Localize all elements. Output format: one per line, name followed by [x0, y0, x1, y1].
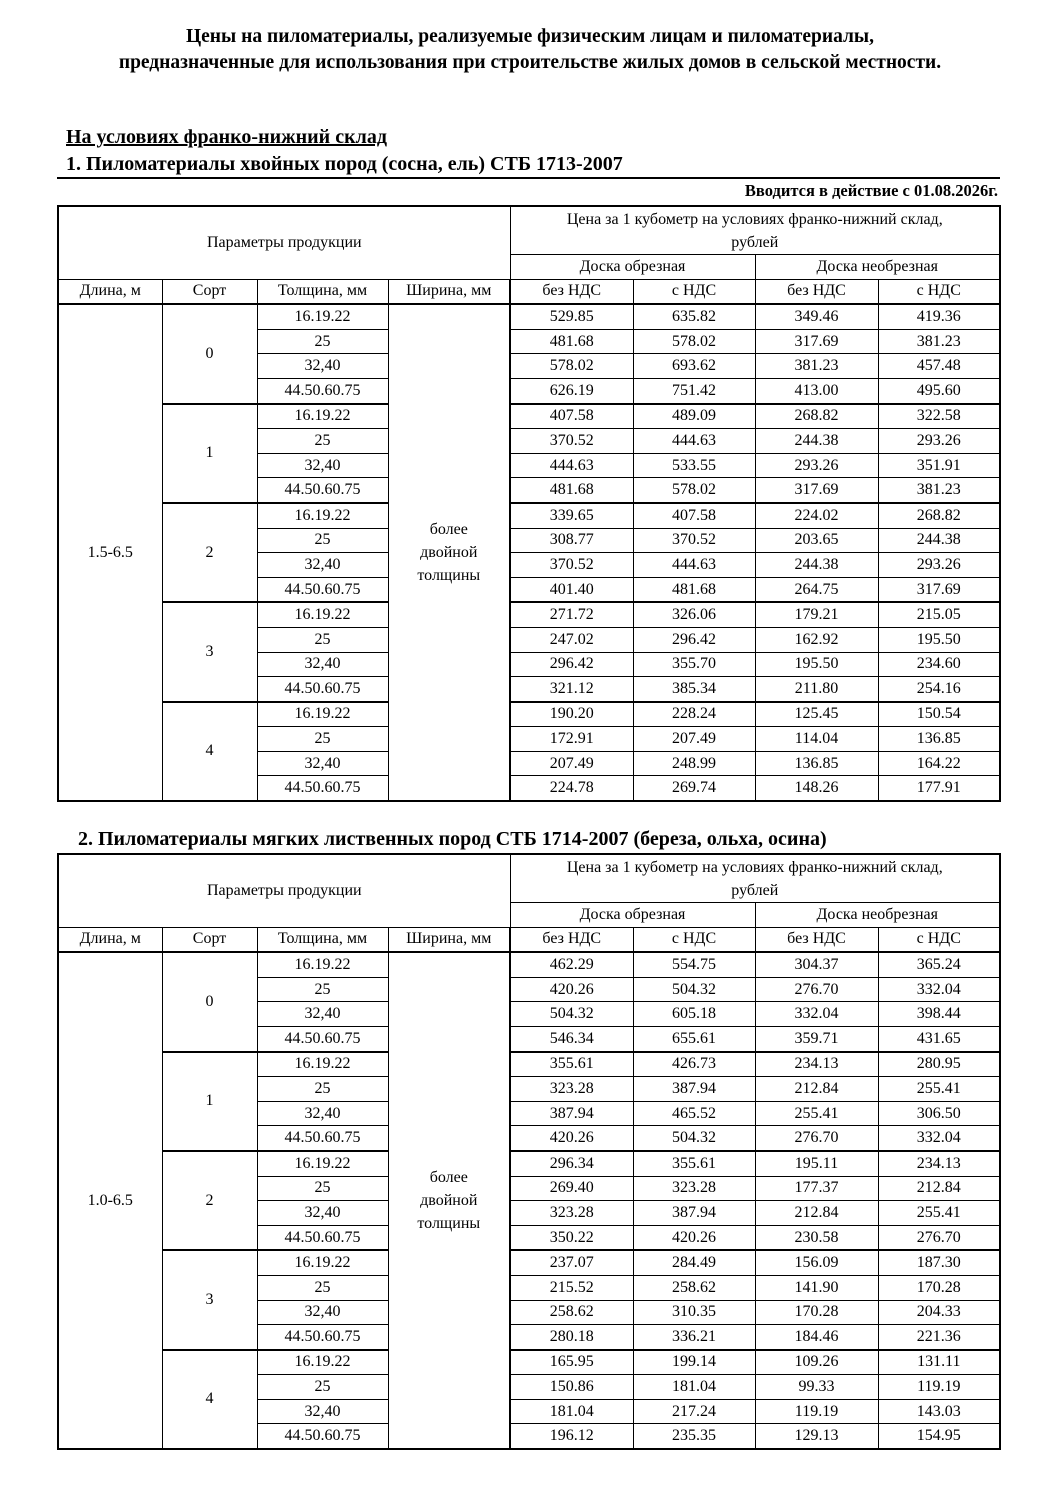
unedged-vat-cell: 457.48: [878, 354, 1000, 379]
unedged-vat-cell: 177.91: [878, 776, 1000, 801]
edged-vat-cell: 336.21: [633, 1325, 755, 1350]
unedged-vat-cell: 154.95: [878, 1424, 1000, 1449]
unedged-vat-cell: 268.82: [878, 503, 1000, 528]
edged-vat-cell: 385.34: [633, 677, 755, 702]
unedged-no-vat-cell: 162.92: [755, 627, 878, 652]
grade-cell: 0: [162, 304, 257, 403]
edged-vat-cell: 655.61: [633, 1026, 755, 1051]
edged-no-vat-cell: 215.52: [510, 1275, 633, 1300]
edged-no-vat-cell: 258.62: [510, 1300, 633, 1325]
unedged-vat-cell: 254.16: [878, 677, 1000, 702]
width-line-3: толщины: [417, 567, 481, 585]
edged-vat-cell: 387.94: [633, 1077, 755, 1102]
edged-no-vat-cell: 504.32: [510, 1002, 633, 1027]
conditions-heading: На условиях франко-нижний склад: [66, 126, 387, 148]
header-row: [58, 279, 1000, 304]
edged-vat-cell: 578.02: [633, 478, 755, 503]
unedged-vat-cell: 234.60: [878, 652, 1000, 677]
unedged-vat-cell: 215.05: [878, 602, 1000, 627]
edged-vat-cell: 504.32: [633, 1126, 755, 1151]
edged-no-vat-cell: 401.40: [510, 577, 633, 602]
width-header: Ширина, мм: [388, 279, 510, 304]
edged-vat-cell: 217.24: [633, 1399, 755, 1424]
unedged-no-vat-cell: 276.70: [755, 1126, 878, 1151]
unedged-no-vat-cell: 119.19: [755, 1399, 878, 1424]
edged-no-vat-cell: 529.85: [510, 304, 633, 329]
thickness-cell: 32,40: [257, 1002, 388, 1027]
edged-no-vat-cell: 207.49: [510, 751, 633, 776]
edged-vat-cell: 207.49: [633, 727, 755, 752]
thickness-cell: 32,40: [257, 1399, 388, 1424]
edged-vat-cell: 605.18: [633, 1002, 755, 1027]
unedged-no-vat-cell: 136.85: [755, 751, 878, 776]
thickness-cell: 25: [257, 1375, 388, 1400]
edged-no-vat-cell: 420.26: [510, 977, 633, 1002]
edged-no-vat-cell: 355.61: [510, 1052, 633, 1077]
width-line-1: более: [429, 521, 468, 539]
edged-no-vat-cell: 387.94: [510, 1101, 633, 1126]
price-table-softwood: [57, 205, 1001, 802]
edged-vat-header: с НДС: [633, 927, 755, 952]
edged-vat-cell: 248.99: [633, 751, 755, 776]
unedged-vat-cell: 381.23: [878, 329, 1000, 354]
unedged-no-vat-cell: 156.09: [755, 1250, 878, 1275]
edged-no-vat-cell: 370.52: [510, 553, 633, 578]
unedged-vat-cell: 332.04: [878, 1126, 1000, 1151]
page-title: [40, 24, 1020, 76]
unedged-no-vat-cell: 141.90: [755, 1275, 878, 1300]
edged-vat-cell: 504.32: [633, 977, 755, 1002]
title-line-1: Цены на пиломатериалы, реализуемые физическим лицам и пиломатериалы,: [185, 26, 875, 47]
edged-no-vat-cell: 296.34: [510, 1151, 633, 1176]
edged-no-vat-cell: 370.52: [510, 429, 633, 454]
edged-no-vat-cell: 339.65: [510, 503, 633, 528]
thickness-cell: 32,40: [257, 652, 388, 677]
unedged-vat-cell: 351.91: [878, 453, 1000, 478]
unedged-vat-cell: 255.41: [878, 1077, 1000, 1102]
price-header-line-2: рублей: [731, 233, 779, 251]
grade-cell: 1: [162, 404, 257, 503]
unedged-no-vat-cell: 195.50: [755, 652, 878, 677]
table-row: [58, 404, 1000, 429]
edged-vat-cell: 751.42: [633, 378, 755, 403]
unedged-vat-cell: 419.36: [878, 304, 1000, 329]
width-line-1: более: [429, 1169, 468, 1187]
header-row: [58, 206, 1000, 255]
width-cell: [388, 952, 510, 1449]
unedged-no-vat-cell: 381.23: [755, 354, 878, 379]
grade-cell: 2: [162, 503, 257, 602]
edged-no-vat-cell: 481.68: [510, 478, 633, 503]
unedged-no-vat-cell: 264.75: [755, 577, 878, 602]
unedged-no-vat-cell: 211.80: [755, 677, 878, 702]
edged-no-vat-header: без НДС: [510, 279, 633, 304]
length-header: Длина, м: [58, 279, 162, 304]
thickness-cell: 32,40: [257, 751, 388, 776]
unedged-no-vat-cell: 413.00: [755, 378, 878, 403]
unedged-no-vat-header: без НДС: [755, 279, 878, 304]
section-1-title: 1. Пиломатериалы хвойных пород (сосна, ель) СТБ 1713-2007: [66, 153, 623, 175]
unedged-vat-cell: 293.26: [878, 553, 1000, 578]
edged-no-vat-cell: 237.07: [510, 1250, 633, 1275]
length-header: Длина, м: [58, 927, 162, 952]
unedged-no-vat-cell: 317.69: [755, 329, 878, 354]
thickness-cell: 44.50.60.75: [257, 1026, 388, 1051]
edged-no-vat-cell: 323.28: [510, 1077, 633, 1102]
thickness-cell: 25: [257, 429, 388, 454]
edged-no-vat-cell: 407.58: [510, 404, 633, 429]
edged-header: Доска обрезная: [510, 255, 755, 280]
thickness-cell: 25: [257, 528, 388, 553]
edged-no-vat-header: без НДС: [510, 927, 633, 952]
unedged-vat-cell: 431.65: [878, 1026, 1000, 1051]
edged-no-vat-cell: 578.02: [510, 354, 633, 379]
edged-no-vat-cell: 190.20: [510, 702, 633, 727]
price-header: [510, 206, 1000, 255]
unedged-vat-cell: 365.24: [878, 952, 1000, 977]
unedged-header: Доска необрезная: [755, 903, 1000, 928]
thickness-cell: 32,40: [257, 553, 388, 578]
unedged-vat-cell: 221.36: [878, 1325, 1000, 1350]
table-row: [58, 1052, 1000, 1077]
unedged-no-vat-cell: 195.11: [755, 1151, 878, 1176]
table-row: [58, 503, 1000, 528]
unedged-vat-header: с НДС: [878, 279, 1000, 304]
thickness-cell: 44.50.60.75: [257, 1424, 388, 1449]
unedged-no-vat-cell: 276.70: [755, 977, 878, 1002]
unedged-vat-cell: 306.50: [878, 1101, 1000, 1126]
thickness-cell: 16.19.22: [257, 602, 388, 627]
edged-vat-cell: 444.63: [633, 429, 755, 454]
length-cell: 1.5-6.5: [58, 304, 162, 801]
unedged-vat-cell: 204.33: [878, 1300, 1000, 1325]
edged-vat-cell: 181.04: [633, 1375, 755, 1400]
unedged-vat-header: с НДС: [878, 927, 1000, 952]
unedged-vat-cell: 187.30: [878, 1250, 1000, 1275]
edged-no-vat-cell: 462.29: [510, 952, 633, 977]
thickness-cell: 32,40: [257, 1300, 388, 1325]
unedged-no-vat-cell: 212.84: [755, 1201, 878, 1226]
edged-vat-cell: 235.35: [633, 1424, 755, 1449]
thickness-cell: 16.19.22: [257, 1052, 388, 1077]
edged-no-vat-cell: 280.18: [510, 1325, 633, 1350]
edged-no-vat-cell: 172.91: [510, 727, 633, 752]
price-header-line-2: рублей: [731, 881, 779, 899]
thickness-cell: 44.50.60.75: [257, 378, 388, 403]
edged-vat-cell: 426.73: [633, 1052, 755, 1077]
unedged-vat-cell: 234.13: [878, 1151, 1000, 1176]
thickness-cell: 25: [257, 627, 388, 652]
price-header-line-1: Цена за 1 кубометр на условиях франко-нижний склад,: [566, 858, 943, 876]
title-line-2: предназначенные для использования при строительстве жилых домов в сельской местности.: [118, 52, 942, 73]
unedged-vat-cell: 212.84: [878, 1176, 1000, 1201]
table-row: [58, 702, 1000, 727]
edged-no-vat-cell: 323.28: [510, 1201, 633, 1226]
thickness-cell: 32,40: [257, 1201, 388, 1226]
unedged-vat-cell: 119.19: [878, 1375, 1000, 1400]
unedged-vat-cell: 322.58: [878, 404, 1000, 429]
section-2-title: 2. Пиломатериалы мягких лиственных пород СТБ 1714-2007 (береза, ольха, осина): [78, 828, 827, 850]
thickness-cell: 25: [257, 1275, 388, 1300]
unedged-no-vat-cell: 317.69: [755, 478, 878, 503]
thickness-cell: 44.50.60.75: [257, 776, 388, 801]
edged-no-vat-cell: 350.22: [510, 1225, 633, 1250]
edged-no-vat-cell: 420.26: [510, 1126, 633, 1151]
unedged-no-vat-cell: 230.58: [755, 1225, 878, 1250]
edged-vat-cell: 258.62: [633, 1275, 755, 1300]
edged-vat-cell: 444.63: [633, 553, 755, 578]
unedged-vat-cell: 381.23: [878, 478, 1000, 503]
unedged-vat-cell: 164.22: [878, 751, 1000, 776]
unedged-no-vat-cell: 170.28: [755, 1300, 878, 1325]
edged-no-vat-cell: 224.78: [510, 776, 633, 801]
thickness-cell: 44.50.60.75: [257, 478, 388, 503]
edged-vat-cell: 284.49: [633, 1250, 755, 1275]
edged-vat-cell: 387.94: [633, 1201, 755, 1226]
header-row: [58, 854, 1000, 903]
edged-vat-header: с НДС: [633, 279, 755, 304]
thickness-cell: 16.19.22: [257, 952, 388, 977]
edged-vat-cell: 481.68: [633, 577, 755, 602]
unedged-no-vat-cell: 203.65: [755, 528, 878, 553]
unedged-no-vat-cell: 114.04: [755, 727, 878, 752]
unedged-no-vat-cell: 359.71: [755, 1026, 878, 1051]
thickness-cell: 44.50.60.75: [257, 1325, 388, 1350]
edged-vat-cell: 465.52: [633, 1101, 755, 1126]
edged-header: Доска обрезная: [510, 903, 755, 928]
edged-no-vat-cell: 626.19: [510, 378, 633, 403]
thickness-cell: 25: [257, 977, 388, 1002]
price-header-line-1: Цена за 1 кубометр на условиях франко-нижний склад,: [566, 210, 943, 228]
grade-cell: 4: [162, 1350, 257, 1449]
edged-vat-cell: 296.42: [633, 627, 755, 652]
unedged-no-vat-cell: 212.84: [755, 1077, 878, 1102]
unedged-vat-cell: 170.28: [878, 1275, 1000, 1300]
thickness-cell: 44.50.60.75: [257, 677, 388, 702]
thickness-header: Толщина, мм: [257, 927, 388, 952]
edged-no-vat-cell: 247.02: [510, 627, 633, 652]
edged-no-vat-cell: 546.34: [510, 1026, 633, 1051]
edged-vat-cell: 228.24: [633, 702, 755, 727]
thickness-cell: 44.50.60.75: [257, 1225, 388, 1250]
unedged-vat-cell: 195.50: [878, 627, 1000, 652]
thickness-cell: 32,40: [257, 354, 388, 379]
edged-no-vat-cell: 165.95: [510, 1350, 633, 1375]
params-header: Параметры продукции: [58, 206, 510, 279]
header-row: [58, 927, 1000, 952]
edged-vat-cell: 489.09: [633, 404, 755, 429]
thickness-cell: 25: [257, 1176, 388, 1201]
thickness-cell: 16.19.22: [257, 404, 388, 429]
table-row: [58, 304, 1000, 329]
unedged-vat-cell: 398.44: [878, 1002, 1000, 1027]
width-header: Ширина, мм: [388, 927, 510, 952]
edged-vat-cell: 554.75: [633, 952, 755, 977]
unedged-no-vat-cell: 304.37: [755, 952, 878, 977]
edged-no-vat-cell: 269.40: [510, 1176, 633, 1201]
width-line-2: двойной: [420, 1192, 478, 1210]
thickness-cell: 16.19.22: [257, 304, 388, 329]
unedged-no-vat-cell: 177.37: [755, 1176, 878, 1201]
edged-vat-cell: 578.02: [633, 329, 755, 354]
unedged-vat-cell: 143.03: [878, 1399, 1000, 1424]
edged-no-vat-cell: 196.12: [510, 1424, 633, 1449]
width-line-3: толщины: [417, 1215, 481, 1233]
edged-vat-cell: 355.70: [633, 652, 755, 677]
unedged-vat-cell: 332.04: [878, 977, 1000, 1002]
edged-vat-cell: 269.74: [633, 776, 755, 801]
edged-no-vat-cell: 444.63: [510, 453, 633, 478]
thickness-cell: 16.19.22: [257, 1250, 388, 1275]
unedged-vat-cell: 293.26: [878, 429, 1000, 454]
width-cell: [388, 304, 510, 801]
effective-date: Вводится в действие с 01.08.2026г.: [744, 181, 998, 200]
unedged-vat-cell: 244.38: [878, 528, 1000, 553]
thickness-cell: 16.19.22: [257, 503, 388, 528]
price-table-hardwood: [57, 853, 1001, 1450]
unedged-no-vat-cell: 179.21: [755, 602, 878, 627]
edged-vat-cell: 355.61: [633, 1151, 755, 1176]
edged-vat-cell: 635.82: [633, 304, 755, 329]
table-row: [58, 952, 1000, 977]
table-row: [58, 1151, 1000, 1176]
unedged-vat-cell: 495.60: [878, 378, 1000, 403]
edged-no-vat-cell: 321.12: [510, 677, 633, 702]
unedged-vat-cell: 280.95: [878, 1052, 1000, 1077]
edged-no-vat-cell: 150.86: [510, 1375, 633, 1400]
unedged-no-vat-cell: 244.38: [755, 553, 878, 578]
unedged-no-vat-cell: 244.38: [755, 429, 878, 454]
edged-no-vat-cell: 181.04: [510, 1399, 633, 1424]
thickness-header: Толщина, мм: [257, 279, 388, 304]
unedged-no-vat-cell: 332.04: [755, 1002, 878, 1027]
grade-cell: 0: [162, 952, 257, 1051]
edged-vat-cell: 533.55: [633, 453, 755, 478]
table-row: [58, 602, 1000, 627]
thickness-cell: 32,40: [257, 453, 388, 478]
edged-no-vat-cell: 481.68: [510, 329, 633, 354]
unedged-no-vat-cell: 109.26: [755, 1350, 878, 1375]
unedged-vat-cell: 136.85: [878, 727, 1000, 752]
unedged-vat-cell: 131.11: [878, 1350, 1000, 1375]
unedged-vat-cell: 276.70: [878, 1225, 1000, 1250]
unedged-no-vat-cell: 99.33: [755, 1375, 878, 1400]
unedged-header: Доска необрезная: [755, 255, 1000, 280]
edged-no-vat-cell: 308.77: [510, 528, 633, 553]
edged-vat-cell: 323.28: [633, 1176, 755, 1201]
unedged-no-vat-cell: 184.46: [755, 1325, 878, 1350]
thickness-cell: 44.50.60.75: [257, 1126, 388, 1151]
price-header: [510, 854, 1000, 903]
edged-vat-cell: 199.14: [633, 1350, 755, 1375]
unedged-no-vat-cell: 224.02: [755, 503, 878, 528]
edged-vat-cell: 310.35: [633, 1300, 755, 1325]
grade-header: Сорт: [162, 927, 257, 952]
length-cell: 1.0-6.5: [58, 952, 162, 1449]
grade-cell: 3: [162, 1250, 257, 1349]
grade-cell: 4: [162, 702, 257, 801]
edged-no-vat-cell: 271.72: [510, 602, 633, 627]
thickness-cell: 25: [257, 727, 388, 752]
grade-header: Сорт: [162, 279, 257, 304]
unedged-no-vat-cell: 349.46: [755, 304, 878, 329]
unedged-no-vat-cell: 234.13: [755, 1052, 878, 1077]
unedged-no-vat-cell: 268.82: [755, 404, 878, 429]
unedged-no-vat-header: без НДС: [755, 927, 878, 952]
thickness-cell: 16.19.22: [257, 1151, 388, 1176]
grade-cell: 1: [162, 1052, 257, 1151]
section-1-rule: [57, 177, 1000, 179]
unedged-vat-cell: 255.41: [878, 1201, 1000, 1226]
edged-vat-cell: 326.06: [633, 602, 755, 627]
table-row: [58, 1250, 1000, 1275]
params-header: Параметры продукции: [58, 854, 510, 927]
unedged-no-vat-cell: 293.26: [755, 453, 878, 478]
width-line-2: двойной: [420, 544, 478, 562]
unedged-no-vat-cell: 255.41: [755, 1101, 878, 1126]
thickness-cell: 16.19.22: [257, 702, 388, 727]
unedged-no-vat-cell: 148.26: [755, 776, 878, 801]
unedged-vat-cell: 150.54: [878, 702, 1000, 727]
edged-vat-cell: 693.62: [633, 354, 755, 379]
unedged-no-vat-cell: 125.45: [755, 702, 878, 727]
thickness-cell: 44.50.60.75: [257, 577, 388, 602]
unedged-no-vat-cell: 129.13: [755, 1424, 878, 1449]
thickness-cell: 16.19.22: [257, 1350, 388, 1375]
thickness-cell: 25: [257, 329, 388, 354]
table-row: [58, 1350, 1000, 1375]
edged-vat-cell: 370.52: [633, 528, 755, 553]
edged-vat-cell: 420.26: [633, 1225, 755, 1250]
grade-cell: 2: [162, 1151, 257, 1250]
unedged-vat-cell: 317.69: [878, 577, 1000, 602]
edged-no-vat-cell: 296.42: [510, 652, 633, 677]
grade-cell: 3: [162, 602, 257, 701]
edged-vat-cell: 407.58: [633, 503, 755, 528]
thickness-cell: 25: [257, 1077, 388, 1102]
thickness-cell: 32,40: [257, 1101, 388, 1126]
